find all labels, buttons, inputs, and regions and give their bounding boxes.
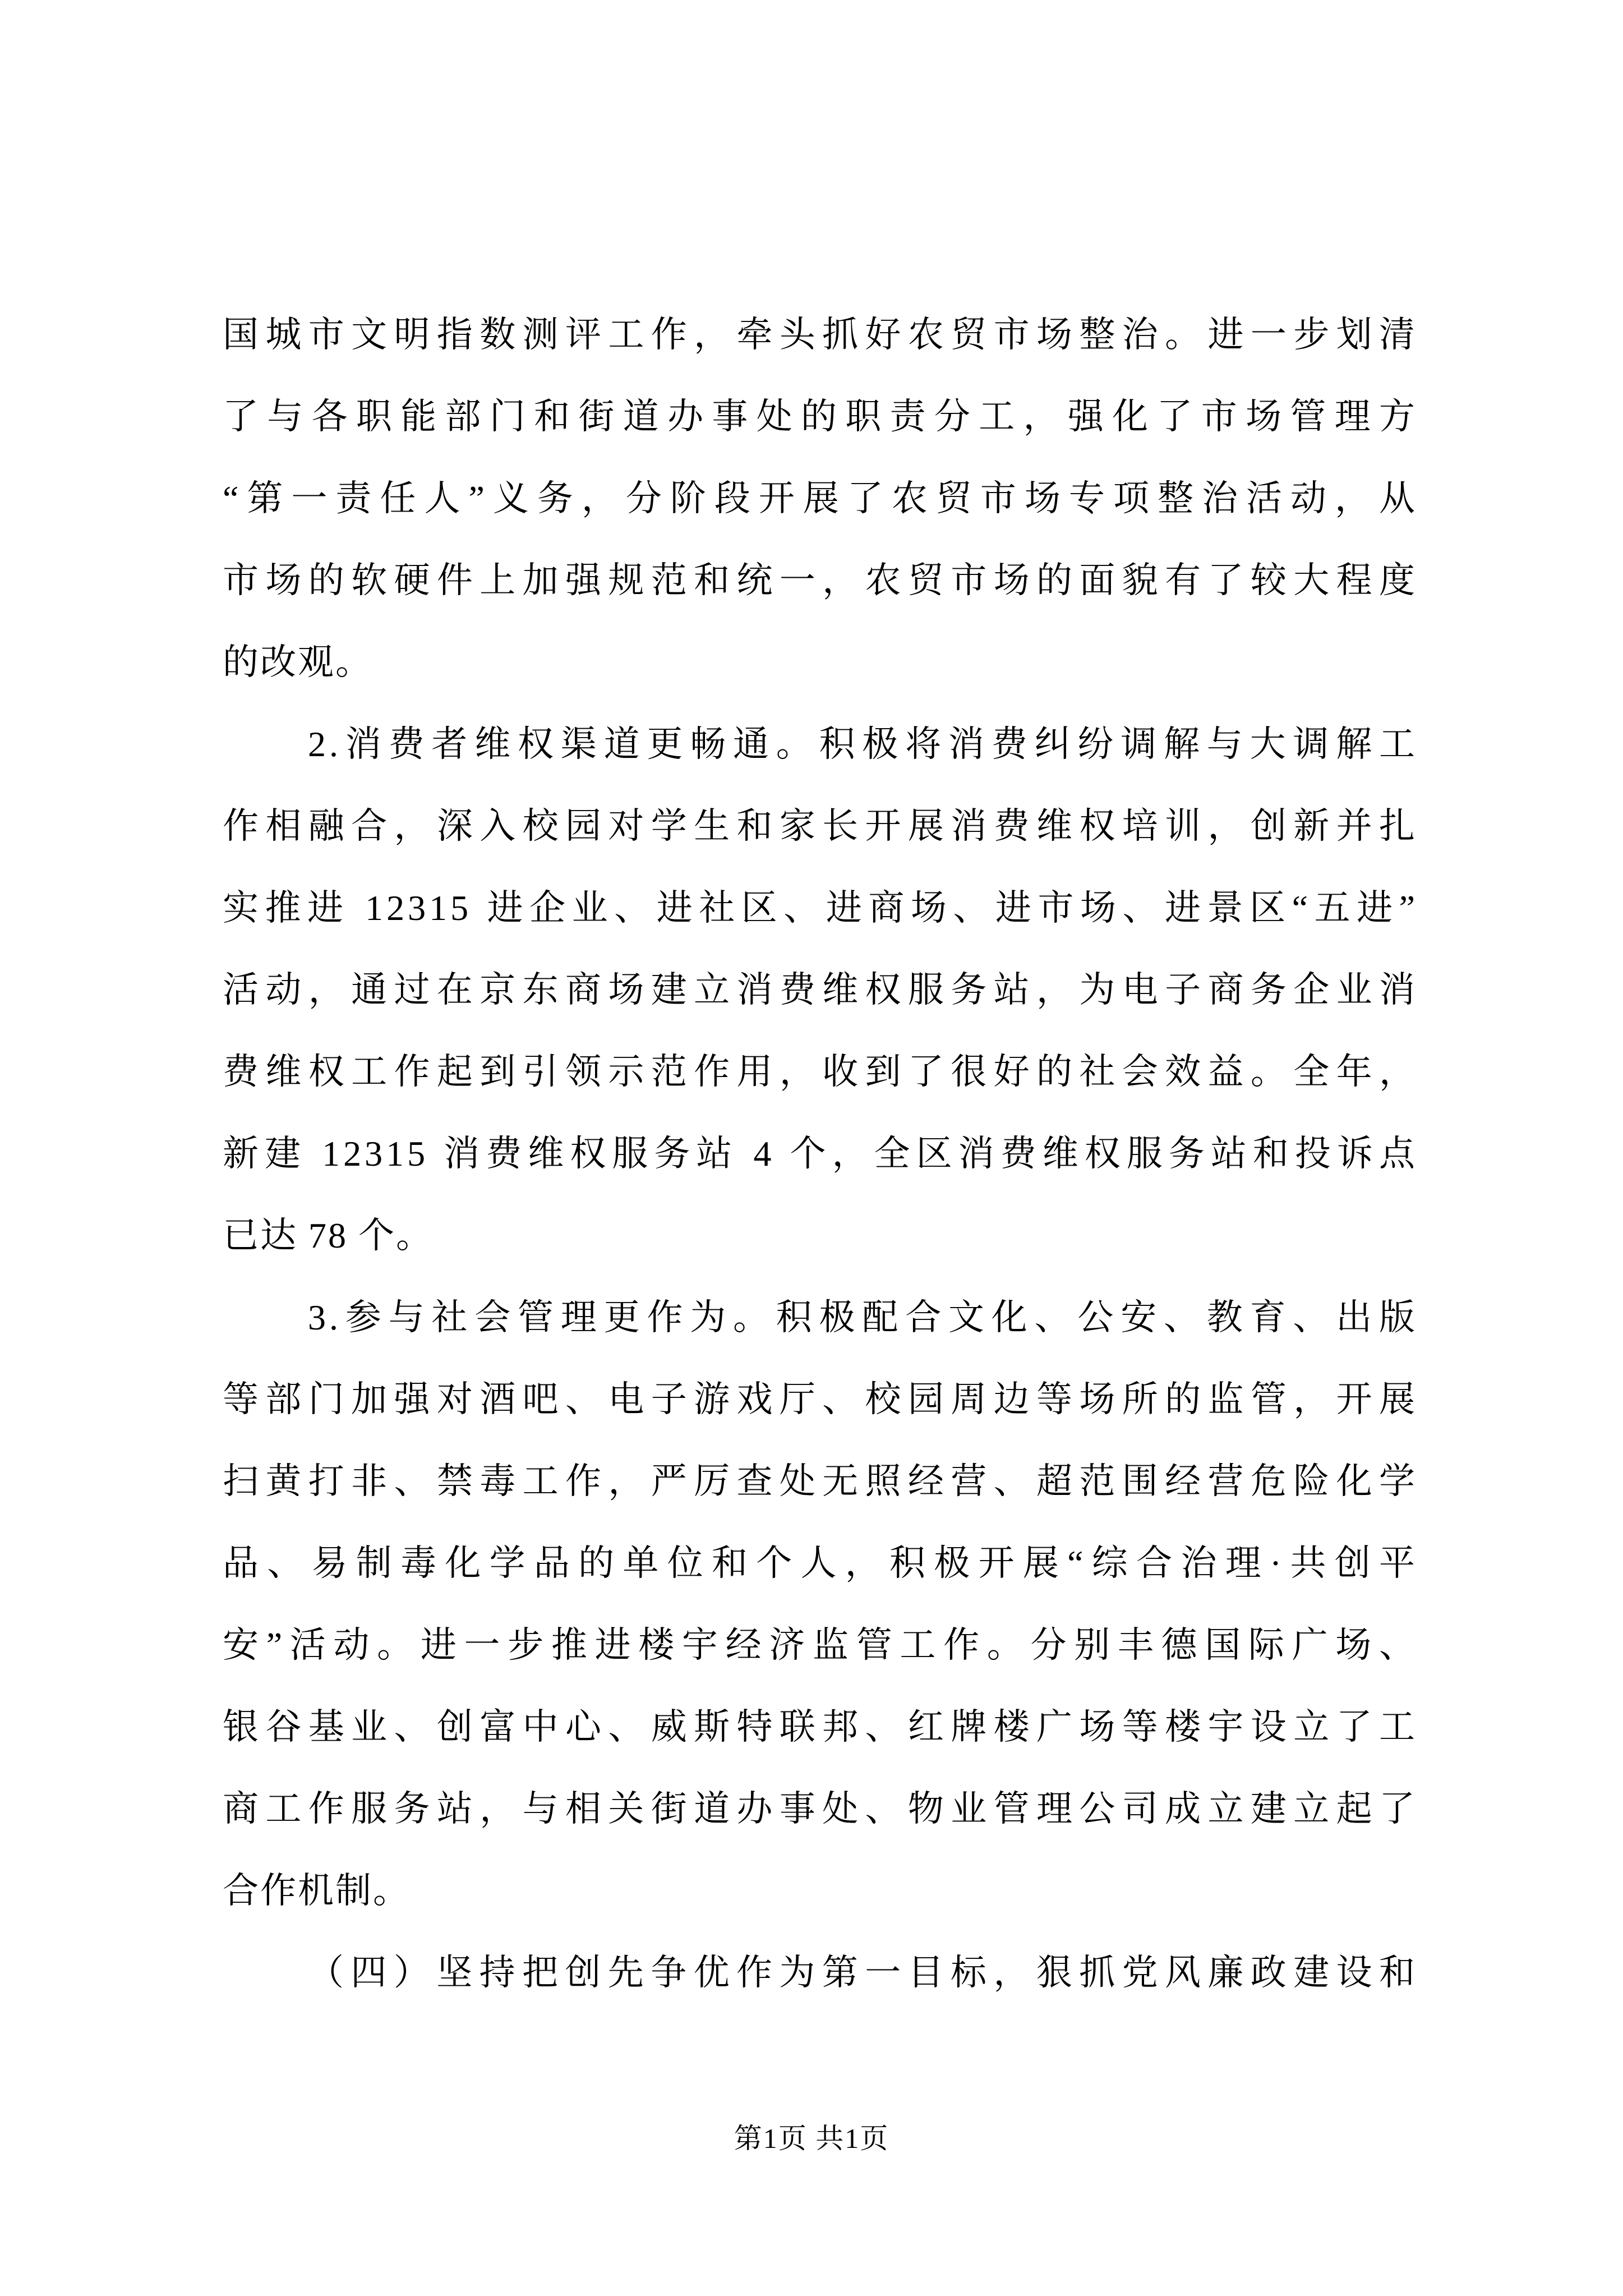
text-line: 新建 12315 消费维权服务站 4 个，全区消费维权服务站和投诉点 — [223, 1134, 1418, 1174]
text-line: 的改观。 — [223, 642, 373, 682]
text-line: 已达 78 个。 — [223, 1216, 434, 1255]
text-line: 品、易制毒化学品的单位和个人，积极开展“综合治理·共创平 — [223, 1543, 1418, 1583]
text-line: （四）坚持把创先争优作为第一目标，狠抓党风廉政建设和 — [308, 1953, 1418, 1993]
document-body — [223, 294, 1418, 2014]
text-line: 活动，通过在京东商场建立消费维权服务站，为电子商务企业消 — [223, 970, 1418, 1010]
text-line: 商工作服务站，与相关街道办事处、物业管理公司成立建立起了 — [223, 1789, 1418, 1829]
text-line: 等部门加强对酒吧、电子游戏厅、校园周边等场所的监管，开展 — [223, 1379, 1418, 1419]
text-line: 2.消费者维权渠道更畅通。积极将消费纠纷调解与大调解工 — [308, 724, 1418, 764]
page-number-text: 第1页 共1页 — [734, 2123, 889, 2154]
text-line: 合作机制。 — [223, 1871, 411, 1911]
text-line: 市场的软硬件上加强规范和统一，农贸市场的面貌有了较大程度 — [223, 560, 1418, 600]
text-line: 费维权工作起到引领示范作用，收到了很好的社会效益。全年， — [223, 1052, 1418, 1092]
text-line: 实推进 12315 进企业、进社区、进商场、进市场、进景区“五进” — [223, 888, 1418, 928]
text-line: 作相融合，深入校园对学生和家长开展消费维权培训，创新并扎 — [223, 806, 1418, 846]
text-line: 安”活动。进一步推进楼宇经济监管工作。分别丰德国际广场、 — [223, 1625, 1418, 1665]
text-line: 了与各职能部门和街道办事处的职责分工，强化了市场管理方 — [223, 397, 1418, 436]
text-line: 3.参与社会管理更作为。积极配合文化、公安、教育、出版 — [308, 1297, 1418, 1337]
text-line: “第一责任人”义务，分阶段开展了农贸市场专项整治活动，从 — [223, 478, 1418, 518]
text-line: 扫黄打非、禁毒工作，严厉查处无照经营、超范围经营危险化学 — [223, 1461, 1418, 1501]
page-footer — [0, 2122, 1623, 2155]
text-line: 国城市文明指数测评工作，牵头抓好农贸市场整治。进一步划清 — [223, 315, 1418, 355]
text-line: 银谷基业、创富中心、威斯特联邦、红牌楼广场等楼宇设立了工 — [223, 1707, 1418, 1747]
